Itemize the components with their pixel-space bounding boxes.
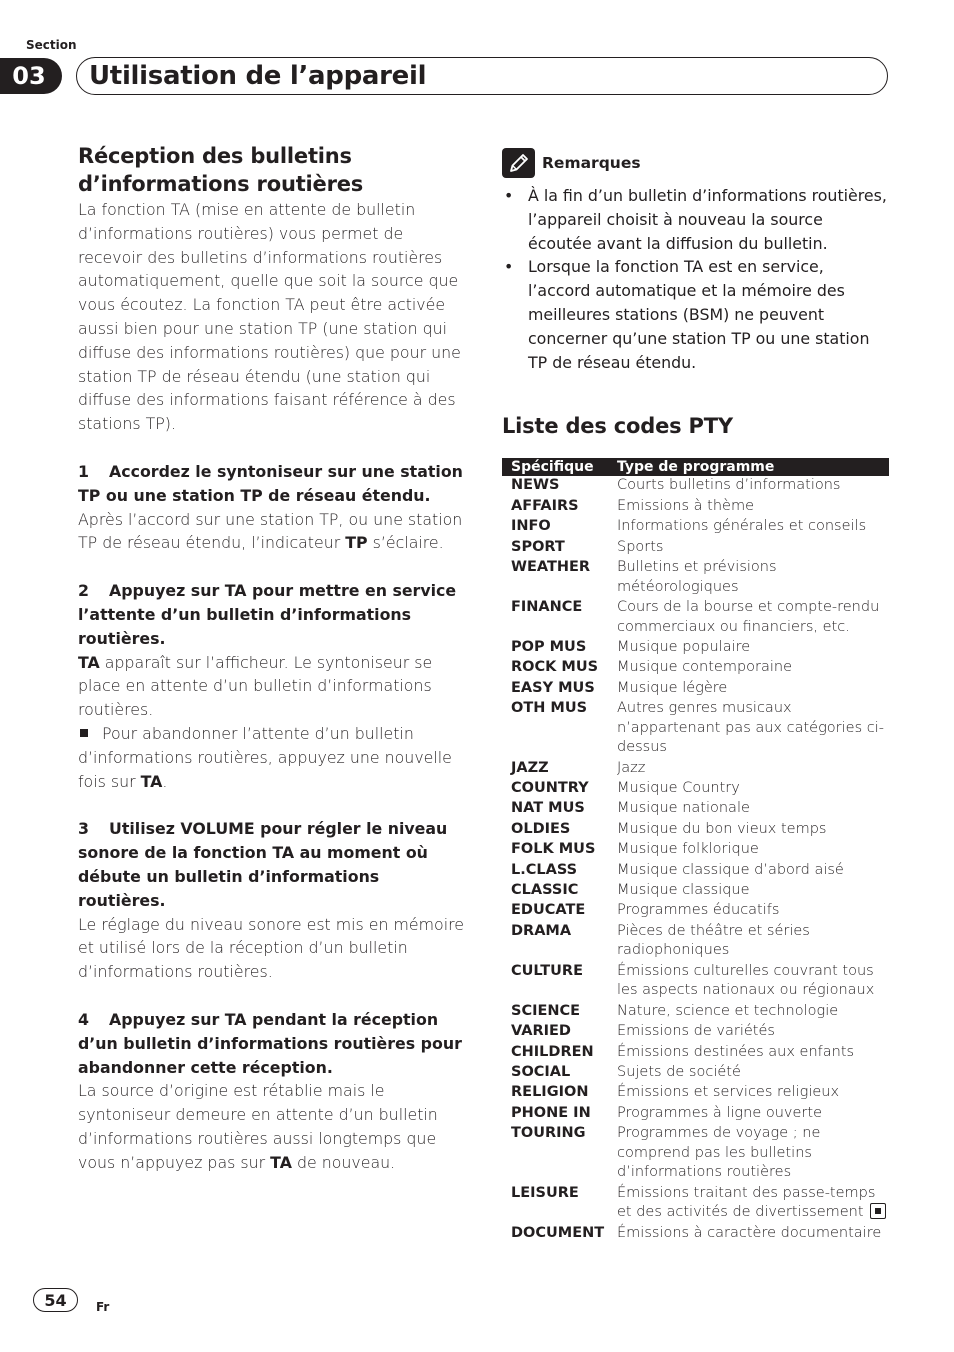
pty-code: FOLK MUS xyxy=(511,841,596,858)
ta-term: TA xyxy=(270,1152,292,1172)
list-item xyxy=(502,184,890,255)
pty-description: Sujets de société xyxy=(617,1063,741,1080)
pty-description: Pièces de théâtre et séries radiophoniques xyxy=(617,922,810,959)
pty-description: Programmes de voyage ; ne comprend pas les bulletins d’informations routières xyxy=(617,1125,821,1181)
step-2-heading xyxy=(78,579,466,650)
pty-code: WEATHER xyxy=(511,558,591,575)
table-row xyxy=(502,1002,889,1022)
table-row xyxy=(502,497,889,517)
step-3-heading xyxy=(78,817,466,912)
remark-text: Lorsque la fonction TA est en service, l’accord automatique et la mémoire des meilleures stations (BSM) ne peuvent concerner qu’une station TP ou une station TP de réseau étendu. xyxy=(528,257,870,372)
ta-term: TA xyxy=(140,771,163,791)
table-row xyxy=(502,538,889,558)
pty-description: Musique classique xyxy=(617,882,750,898)
pty-code: PHONE IN xyxy=(511,1104,591,1121)
step-body-text: Après l’accord sur une station TP, ou une station TP de réseau étendu, l’indicateur xyxy=(78,509,463,553)
table-row xyxy=(502,476,889,496)
pty-description: Musique Country xyxy=(617,780,740,797)
pencil-icon xyxy=(502,148,535,178)
bullet-icon: • xyxy=(504,257,514,277)
pty-code: SPORT xyxy=(511,538,565,555)
pty-code: L.CLASS xyxy=(511,861,578,878)
table-row xyxy=(502,1184,889,1224)
table-row xyxy=(502,759,889,779)
pty-description: Courts bulletins d’informations xyxy=(617,477,841,494)
pty-code: POP MUS xyxy=(511,638,587,655)
remarks-header xyxy=(502,148,890,178)
step-number: 1 xyxy=(78,461,89,481)
step-2-body xyxy=(78,651,466,722)
table-row xyxy=(502,638,889,658)
pty-code: EDUCATE xyxy=(511,902,586,919)
pty-description: Musique nationale xyxy=(617,800,750,817)
pty-code: SCIENCE xyxy=(511,1002,581,1019)
remark-text: À la fin d’un bulletin d’informations routières, l’appareil choisit à nouveau la source écoutée avant la diffusion du bulletin. xyxy=(528,186,887,253)
pty-code: NAT MUS xyxy=(511,800,585,817)
table-row xyxy=(502,1104,889,1124)
ta-term: TA xyxy=(78,652,100,672)
page-title-box xyxy=(76,57,888,95)
pty-description: Émissions à caractère documentaire xyxy=(617,1224,882,1241)
table-row xyxy=(502,861,889,881)
right-column xyxy=(502,148,890,1244)
pty-description: Autres genres musicaux n’appartenant pas aux catégories ci-dessus xyxy=(617,700,884,756)
step-number: 2 xyxy=(78,581,89,601)
table-row xyxy=(502,1124,889,1184)
ta-intro-paragraph: La fonction TA (mise en attente de bulletin d’informations routières) vous permet de recevoir des bulletins d’informations routières automatiquement, quelle que soit la source que vous écoutez. La fonction TA peut être activée aussi bien pour une station TP (une station qui diffuse des informations routières) que pour une station TP de réseau étendu (une station qui diffuse des informations faisant référence à des stations TP). xyxy=(78,200,461,434)
step-4-heading xyxy=(78,1008,466,1079)
table-row xyxy=(502,962,889,1002)
pty-description: Émissions destinées aux enfants xyxy=(617,1043,855,1060)
table-row xyxy=(502,840,889,860)
pty-description: Nature, science et technologie xyxy=(617,1002,839,1019)
pty-description: Musique populaire xyxy=(617,638,751,655)
list-item xyxy=(502,255,890,374)
remarks-list xyxy=(502,184,890,374)
page-title: Utilisation de l’appareil xyxy=(89,61,427,91)
step-text: Utilisez VOLUME pour régler le niveau sonore de la fonction TA au moment où débute un bulletin d’informations routières. xyxy=(78,819,448,910)
pty-code: INFO xyxy=(511,518,551,535)
tp-indicator-term: TP xyxy=(345,533,368,553)
left-column xyxy=(78,142,466,1174)
pty-code: DOCUMENT xyxy=(511,1224,605,1241)
table-header-row xyxy=(502,458,889,476)
pty-code: FINANCE xyxy=(511,598,583,615)
pty-description: Musique contemporaine xyxy=(617,659,793,676)
pty-description: Musique folklorique xyxy=(617,841,759,858)
step-number: 3 xyxy=(78,819,89,839)
bullet-icon: • xyxy=(504,186,514,205)
end-of-section-icon xyxy=(870,1203,886,1219)
pty-description: Musique légère xyxy=(617,679,728,696)
pty-description: Programmes à ligne ouverte xyxy=(617,1104,822,1121)
pty-description: Emissions à thème xyxy=(617,497,755,514)
table-row xyxy=(502,1224,889,1244)
remarks-title: Remarques xyxy=(542,154,641,172)
pty-section-heading: Liste des codes PTY xyxy=(502,414,733,439)
table-row xyxy=(502,699,889,759)
pty-description: Musique classique d’abord aisé xyxy=(617,861,844,878)
table-row xyxy=(502,820,889,840)
page-number: 54 xyxy=(33,1288,78,1312)
table-row xyxy=(502,1022,889,1042)
table-row xyxy=(502,922,889,962)
step-2-note xyxy=(78,722,466,793)
step-body-text: s’éclaire. xyxy=(367,533,444,553)
table-row xyxy=(502,799,889,819)
pty-description: Emissions de variétés xyxy=(617,1023,775,1040)
language-code: Fr xyxy=(96,1300,110,1314)
pty-code: COUNTRY xyxy=(511,780,589,797)
pty-description: Informations générales et conseils xyxy=(617,518,867,535)
step-body-text: apparaît sur l’afficheur. Le syntoniseur se place en attente d’un bulletin d’informations routières. xyxy=(78,652,433,720)
pty-table xyxy=(502,458,889,1244)
pty-code: OLDIES xyxy=(511,820,571,837)
pty-description: Programmes éducatifs xyxy=(617,902,780,919)
step-1-heading xyxy=(78,460,466,508)
step-4-body xyxy=(78,1079,466,1174)
column-header-type: Type de programme xyxy=(608,458,889,476)
table-row xyxy=(502,658,889,678)
step-text: Appuyez sur TA pendant la réception d’un bulletin d’informations routières pour abandonner cette réception. xyxy=(78,1009,462,1077)
pty-code: RELIGION xyxy=(511,1084,589,1101)
step-body-text: La source d’origine est rétablie mais le syntoniseur demeure en attente d’un bulletin d’informations routières aussi longtemps que vous n’appuyez pas sur xyxy=(78,1081,438,1172)
pty-code: EASY MUS xyxy=(511,679,595,696)
table-row xyxy=(502,779,889,799)
pty-description: Sports xyxy=(617,538,664,555)
step-text: Appuyez sur TA pour mettre en service l’attente d’un bulletin d’informations routières. xyxy=(78,581,457,648)
pty-description: Cours de la bourse et compte-rendu commerciaux ou financiers, etc. xyxy=(617,598,880,635)
note-text: Pour abandonner l’attente d’un bulletin d’informations routières, appuyez une nouvelle fois sur xyxy=(78,723,452,791)
table-row xyxy=(502,901,889,921)
table-row xyxy=(502,1083,889,1103)
pty-code: SOCIAL xyxy=(511,1063,571,1080)
square-bullet-icon xyxy=(80,729,88,737)
table-row xyxy=(502,679,889,699)
pty-description: Émissions traitant des passe-temps et des activités de divertissement xyxy=(617,1184,876,1221)
pty-code: NEWS xyxy=(511,477,560,494)
table-row xyxy=(502,1063,889,1083)
section-label: Section xyxy=(26,38,77,52)
pty-code: JAZZ xyxy=(511,759,549,776)
pty-description: Jazz xyxy=(617,759,646,776)
pty-description: Émissions culturelles couvrant tous les aspects nationaux ou régionaux xyxy=(617,962,875,999)
step-body-text: de nouveau. xyxy=(291,1152,396,1172)
table-row xyxy=(502,598,889,638)
pty-code: TOURING xyxy=(511,1125,586,1142)
pty-code: ROCK MUS xyxy=(511,659,599,676)
section-number-badge: 03 xyxy=(0,58,62,94)
pty-code: OTH MUS xyxy=(511,700,588,717)
step-3-body: Le réglage du niveau sonore est mis en mémoire et utilisé lors de la réception d’un bulletin d’informations routières. xyxy=(78,914,464,982)
column-header-code: Spécifique xyxy=(502,458,608,476)
pty-table-body xyxy=(502,476,889,1244)
pty-description: Bulletins et prévisions météorologiques xyxy=(617,558,777,595)
ta-section-heading: Réception des bulletins d’informations routières xyxy=(78,144,364,196)
pty-code: LEISURE xyxy=(511,1184,579,1201)
pty-code: DRAMA xyxy=(511,922,572,939)
table-row xyxy=(502,517,889,537)
note-text: . xyxy=(162,771,168,791)
table-row xyxy=(502,1043,889,1063)
pty-code: CHILDREN xyxy=(511,1043,594,1060)
pty-description: Musique du bon vieux temps xyxy=(617,820,827,837)
step-number: 4 xyxy=(78,1009,89,1029)
pty-code: CULTURE xyxy=(511,962,583,979)
step-1-body xyxy=(78,508,466,556)
table-row xyxy=(502,558,889,598)
pty-description: Émissions et services religieux xyxy=(617,1084,840,1101)
pty-code: AFFAIRS xyxy=(511,497,579,514)
pty-code: VARIED xyxy=(511,1023,571,1040)
step-text: Accordez le syntoniseur sur une station TP ou une station TP de réseau étendu. xyxy=(78,461,463,505)
pty-code: CLASSIC xyxy=(511,882,579,898)
table-row xyxy=(502,881,889,901)
